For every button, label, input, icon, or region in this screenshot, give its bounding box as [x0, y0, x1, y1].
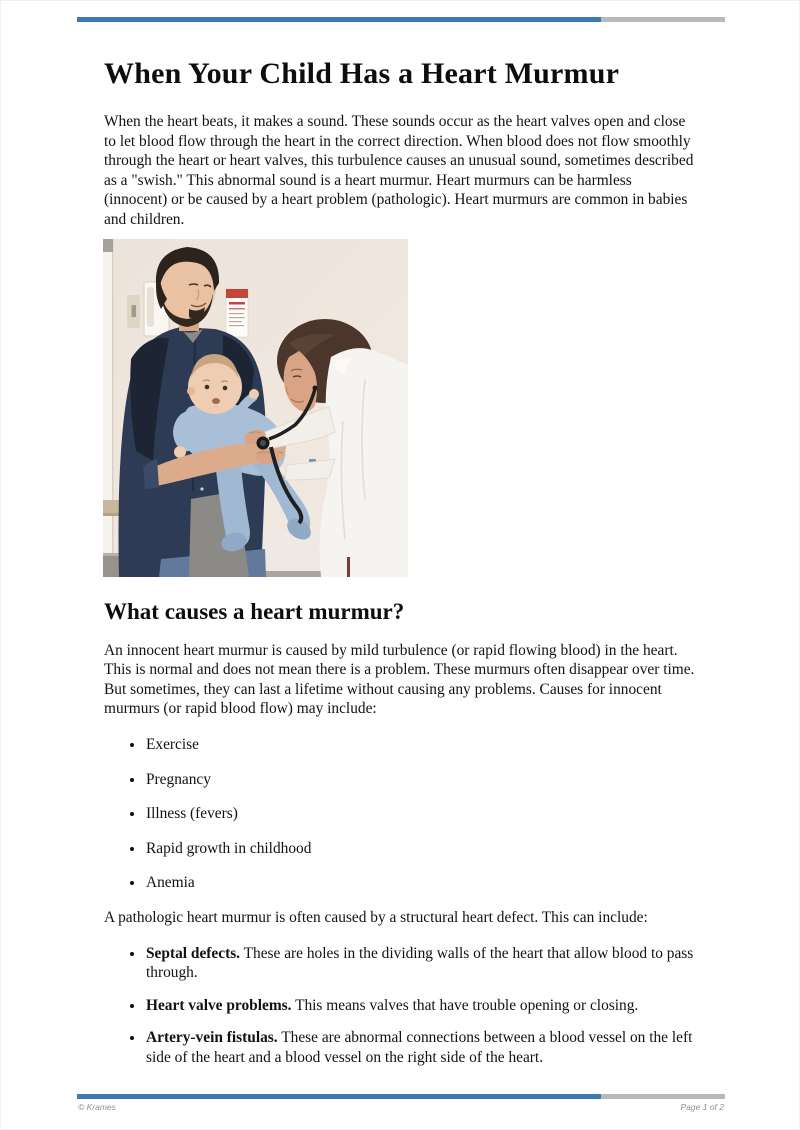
list-item: • Pregnancy	[145, 770, 696, 790]
light-switch	[127, 295, 140, 328]
pathologic-intro-paragraph: A pathologic heart murmur is often caused by a structural heart defect. This can include:	[104, 908, 648, 926]
section-heading: What causes a heart murmur?	[104, 598, 405, 624]
pathologic-causes-list	[104, 944, 696, 1068]
photo-illustration	[103, 239, 408, 577]
footer-rule	[77, 1094, 725, 1099]
list-item	[145, 1028, 696, 1067]
list-item: • Anemia	[145, 873, 696, 893]
cause-description: These are holes in the dividing walls of the heart that allow blood to pass through.	[146, 944, 694, 982]
cause-term: Artery-vein fistulas.	[146, 1029, 278, 1047]
page-footer	[78, 1102, 724, 1112]
cause-term: Heart valve problems.	[146, 996, 292, 1014]
cause-description: This means valves that have trouble opening or closing.	[295, 996, 639, 1014]
page-title: When Your Child Has a Heart Murmur	[104, 57, 620, 90]
list-item	[145, 996, 696, 1016]
cause-description: These are abnormal connections between a blood vessel on the left side of the heart and a blood vessel on the right side of the heart.	[146, 1029, 693, 1066]
innocent-causes-list	[104, 735, 696, 893]
footer-rule-blue-segment	[77, 1094, 601, 1099]
cause-term: Septal defects.	[146, 944, 241, 962]
intro-paragraph: When the heart beats, it makes a sound. These sounds occur as the heart valves open and close to let blood flow through the heart in the correct direction. When blood does not flow smoothly through the heart or heart valves, this turbulence causes an unusual sound, sometimes described as a "swish." This abnormal sound is a heart murmur. Heart murmurs can be harmless (innocent) or be caused by a heart problem (pathologic). Heart murmurs are common in babies and children.	[104, 113, 694, 228]
list-item: • Exercise	[145, 735, 696, 755]
footer-rule-gray-segment	[601, 1094, 725, 1099]
page-number: Page 1 of 2	[680, 1102, 724, 1112]
list-item	[145, 944, 696, 983]
document-content	[104, 0, 696, 1080]
causes-paragraph: An innocent heart murmur is caused by mild turbulence (or rapid flowing blood) in the heart. This is normal and does not mean there is a problem. These murmurs often disappear over time. But sometimes, they can last a lifetime without causing any problems. Causes for innocent murmurs (or rapid blood flow) may include:	[104, 641, 695, 718]
wall-sign	[226, 289, 248, 337]
list-item: • Rapid growth in childhood	[145, 839, 696, 859]
patient-photo	[103, 239, 408, 577]
list-item: • Illness (fevers)	[145, 804, 696, 824]
copyright-text: © Krames	[78, 1102, 116, 1112]
